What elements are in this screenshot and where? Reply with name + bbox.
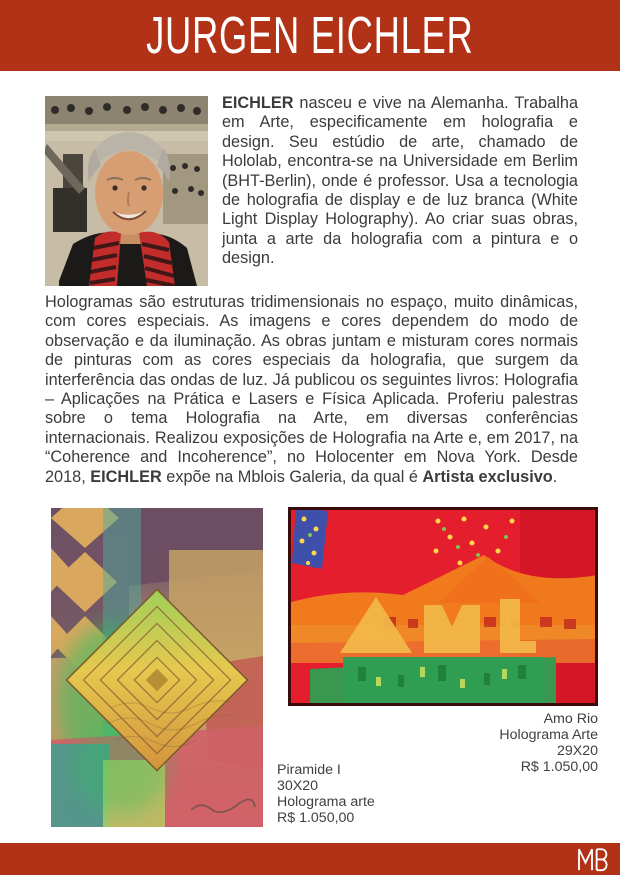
bio-para-bold-2: Artista exclusivo [422, 467, 553, 486]
mb-monogram [575, 846, 609, 872]
artwork-price: R$ 1.050,00 [520, 759, 598, 775]
bio-lead-text: nasceu e vive na Alemanha. Trabalha em Arte, especificamente em holografia e design. Seu estúdio de arte, chamado de Hololab, encontra-se na Universidade em Berlim (BHT-Berlin), onde é professor. Usa a tecnologia de holografia de display e de luz branca (White Light Display Holography). Ao criar suas obras, junta a arte da holografia com a pintura e o design. [222, 94, 578, 268]
artwork-technique: Holograma arte [277, 794, 375, 810]
page-title [76, 6, 544, 65]
page-header [0, 0, 620, 71]
artwork-title: Amo Rio [543, 711, 598, 727]
artwork-image-amo-rio [288, 507, 598, 706]
page-footer [0, 843, 620, 875]
bio-para-text-2: expõe na Mblois Galeria, da qual é [161, 467, 423, 486]
bio-para-text-3: . [552, 467, 558, 486]
bio-section [45, 94, 578, 487]
piramide-illustration [51, 508, 263, 827]
amo-rio-illustration [288, 507, 598, 706]
bio-para-bold-1: EICHLER [90, 467, 162, 486]
artwork-dimensions: 29X20 [556, 743, 598, 759]
portrait-illustration [45, 96, 208, 286]
artwork-title: Piramide I [277, 762, 341, 778]
bio-lead-bold: EICHLER [222, 94, 294, 112]
bio-main-paragraph [45, 292, 578, 487]
mblois-logo-icon [575, 846, 609, 872]
artwork-price: R$ 1.050,00 [277, 810, 355, 826]
page-title-text: JURGEN EICHLER [146, 6, 474, 65]
artwork-dimensions: 30X20 [277, 778, 319, 794]
artwork-technique: Holograma Arte [499, 727, 598, 743]
artwork-image-piramide [51, 508, 263, 827]
caption-amo-rio [499, 711, 598, 775]
caption-piramide [277, 762, 375, 826]
artist-portrait-photo [45, 96, 208, 286]
bio-para-text-1: Hologramas são estruturas tridimensionais no espaço, muito dinâmicas, com cores especiais. As imagens e cores dependem do modo de observação e da iluminação. As obras juntam e misturam cores normais de pinturas com as cores especiais da holografia, que surgem da interferência das ondas de luz. Já publicou os seguintes livros: Holografia – Aplicações na Prática e Lasers e Física Aplicada. Proferiu palestras sobre o tema Holografia na Arte, em diversas conferências internacionais. Realizou exposições de Holografia na Arte e, em 2017, na “Coherence and Incoherence”, no Holocenter em Nova York. Desde 2018, [45, 293, 578, 486]
